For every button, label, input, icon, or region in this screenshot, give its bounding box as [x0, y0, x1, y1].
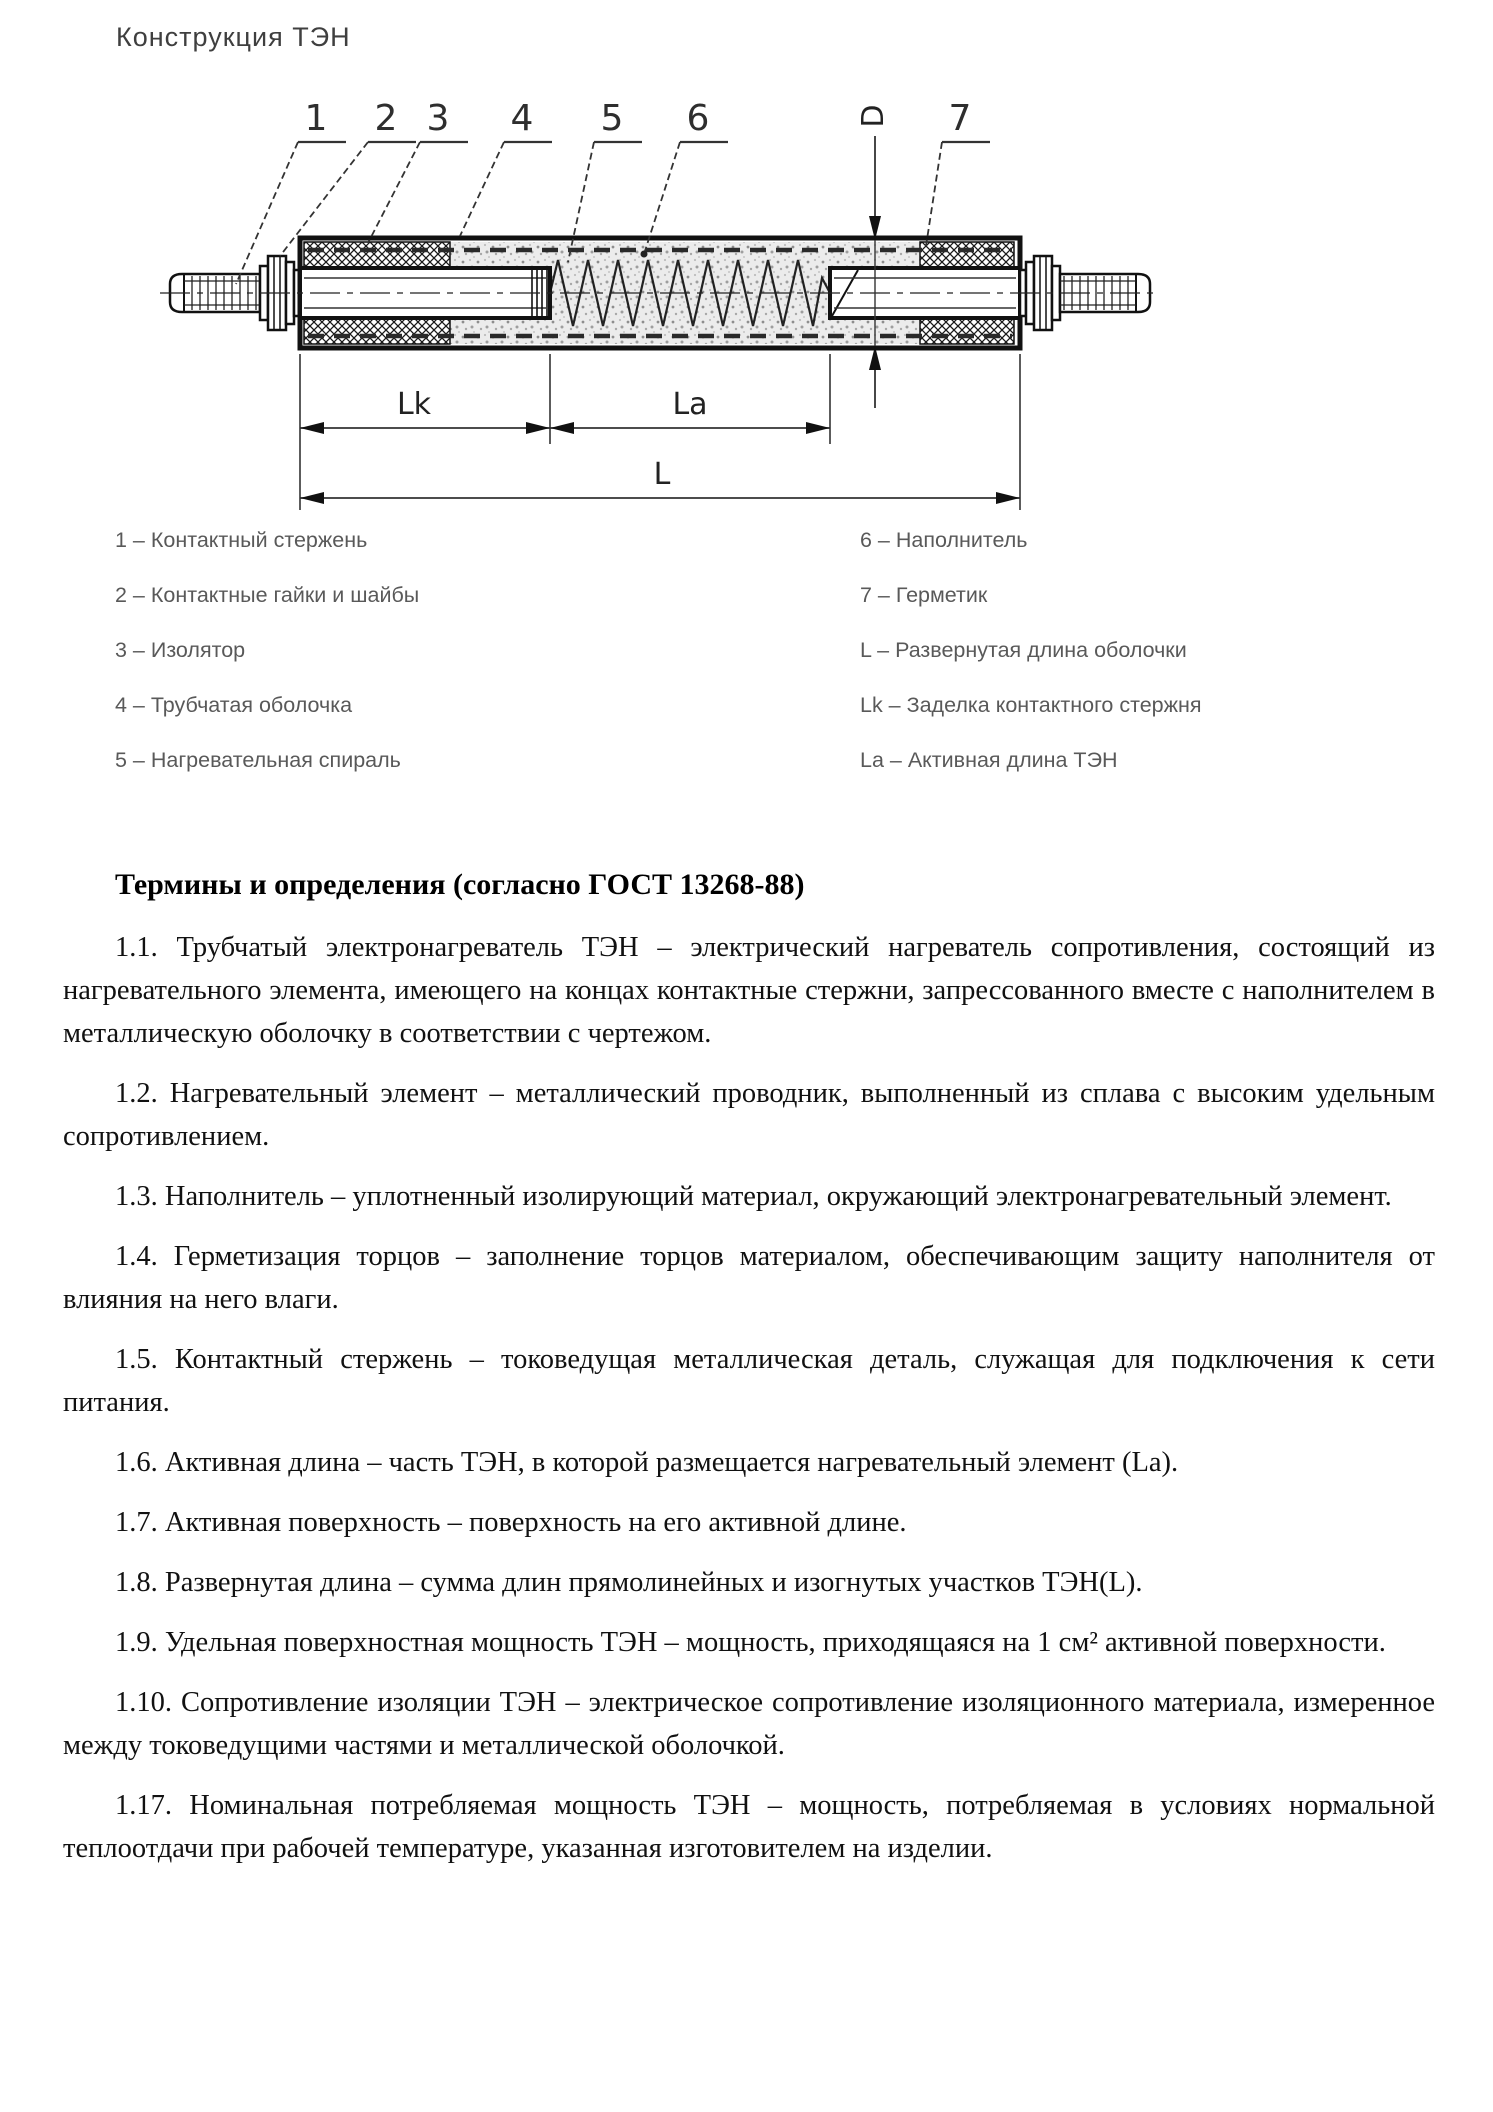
callout-label-7: 7 — [948, 98, 972, 139]
dimension-label-lk: Lk — [396, 387, 432, 422]
term-paragraph-1-2: 1.2. Нагревательный элемент – металлический проводник, выполненный из сплава с высоким удельным сопротивлением. — [63, 1078, 1435, 1152]
term-paragraph-1-5: 1.5. Контактный стержень – токоведущая металлическая деталь, служащая для подключения к сети питания. — [63, 1344, 1435, 1418]
terms-section — [0, 868, 1493, 1887]
ten-construction-diagram — [70, 78, 1290, 528]
legend-item-contact-rod: 1 – Контактный стержень — [115, 528, 368, 552]
hermetic-hatch-top — [920, 242, 1014, 268]
legend-item-length-l: L – Развернутая длина оболочки — [860, 638, 1187, 662]
term-paragraph-1-6: 1.6. Активная длина – часть ТЭН, в которой размещается нагревательный элемент (La). — [115, 1447, 1179, 1478]
callout-label-5: 5 — [600, 98, 624, 139]
legend-left-column — [115, 528, 745, 773]
terms-heading: Термины и определения (согласно ГОСТ 13268-88) — [115, 868, 805, 901]
dimension-la — [550, 387, 830, 434]
technical-drawing — [70, 78, 1290, 528]
legend-item-length-lk: Lk – Заделка контактного стержня — [860, 693, 1202, 717]
callout-label-6: 6 — [686, 98, 710, 139]
term-paragraph-1-10: 1.10. Сопротивление изоляции ТЭН – электрическое сопротивление изоляционного материала, измеренное между токоведущими частями и металлической оболочкой. — [63, 1687, 1435, 1761]
term-paragraph-1-3: 1.3. Наполнитель – уплотненный изолирующий материал, окружающий электронагревательный элемент. — [115, 1181, 1392, 1212]
legend-item-filler: 6 – Наполнитель — [860, 528, 1028, 552]
legend-item-insulator: 3 – Изолятор — [115, 638, 246, 662]
legend-right-column — [860, 528, 1420, 773]
legend-item-sheath: 4 – Трубчатая оболочка — [115, 693, 353, 717]
dimension-lk — [300, 387, 550, 434]
term-paragraph-1-1: 1.1. Трубчатый электронагреватель ТЭН – электрический нагреватель сопротивления, состоящий из нагревательного элемента, имеющего на концах контактные стержни, запрессованного вместе с наполнителем в металлическую оболочку в соответствии с чертежом. — [63, 932, 1435, 1049]
callout-label-2: 2 — [374, 98, 398, 139]
term-paragraph-1-9: 1.9. Удельная поверхностная мощность ТЭН – мощность, приходящаяся на 1 см² активной поверхности. — [115, 1627, 1386, 1658]
term-paragraph-1-4: 1.4. Герметизация торцов – заполнение торцов материалом, обеспечивающим защиту наполнителя от влияния на него влаги. — [63, 1241, 1435, 1315]
document-title: Конструкция ТЭН — [116, 22, 351, 52]
callout-label-1: 1 — [304, 98, 328, 139]
term-paragraph-1-8: 1.8. Развернутая длина – сумма длин прямолинейных и изогнутых участков ТЭН(L). — [115, 1567, 1143, 1598]
hermetic-hatch-bottom — [920, 318, 1014, 344]
legend-item-length-la: La – Активная длина ТЭН — [860, 748, 1118, 772]
legend-item-nuts-washers: 2 – Контактные гайки и шайбы — [115, 583, 420, 607]
diagram-legend — [0, 528, 1493, 773]
insulator-hatch-top — [304, 242, 450, 268]
insulator-hatch-bottom — [304, 318, 450, 344]
term-paragraph-1-17: 1.17. Номинальная потребляемая мощность ТЭН – мощность, потребляемая в условиях нормальной теплоотдачи при рабочей температуре, указанная изготовителем на изделии. — [63, 1790, 1435, 1864]
term-paragraph-1-7: 1.7. Активная поверхность – поверхность на его активной длине. — [115, 1507, 907, 1538]
legend-item-hermetic: 7 – Герметик — [860, 583, 988, 607]
callout-label-3: 3 — [426, 98, 450, 139]
dimension-l — [300, 457, 1020, 504]
legend-item-coil: 5 – Нагревательная спираль — [115, 748, 401, 772]
dimension-label-la: La — [672, 387, 708, 422]
callout-label-4: 4 — [510, 98, 534, 139]
dimension-label-l: L — [653, 457, 671, 492]
dimension-label-d: D — [856, 104, 891, 128]
